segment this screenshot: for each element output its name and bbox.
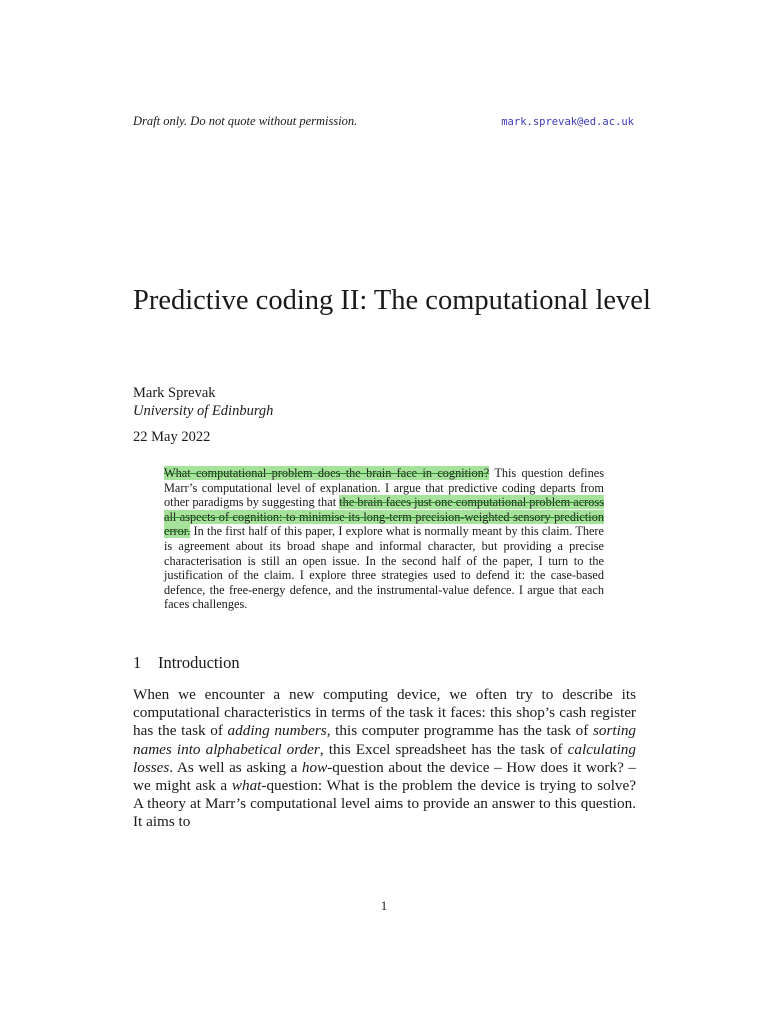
page-number: 1 xyxy=(380,899,388,913)
section-title: Introduction xyxy=(158,653,240,672)
body-emphasis: sorting names into alphabetical order xyxy=(133,722,637,758)
section-number: 1 xyxy=(133,653,142,672)
abstract-highlight-claim[interactable]: the brain faces just one computational problem across all aspects of cognition: to minimise its long-term precision-weighted sensory prediction error. xyxy=(164,495,604,539)
body-emphasis: how xyxy=(301,758,328,776)
section-heading xyxy=(133,653,240,673)
body-text: -question: What is the problem the device is trying to solve? A theory at Marr’s computational level aims to provide an answer to this question. It aims to xyxy=(133,777,637,831)
body-emphasis: what xyxy=(231,777,262,795)
paper-title: Predictive coding II: The computational level xyxy=(133,285,651,316)
body-text: -question about the device – How does it work? – we might ask a xyxy=(133,758,636,795)
abstract xyxy=(164,466,604,612)
body-paragraph xyxy=(133,686,636,832)
body-emphasis: calculating losses xyxy=(133,740,636,776)
body-text: , this computer programme has the task of xyxy=(326,722,593,740)
draft-notice: Draft only. Do not quote without permission. xyxy=(133,114,358,128)
paper-date: 22 May 2022 xyxy=(133,429,211,445)
body-text: . As well as asking a xyxy=(169,758,302,776)
abstract-highlight-question[interactable]: What computational problem does the brain face in cognition? xyxy=(164,466,490,480)
body-text: When we encounter a new computing device, we often try to describe its computational characteristics in terms of the task it faces: this shop’s cash register has the task of xyxy=(133,686,636,740)
abstract-text: This question defines Marr’s computational level of explanation. I argue that predictive coding departs from other paradigms by suggesting that xyxy=(164,466,604,510)
body-emphasis: adding numbers xyxy=(227,722,327,740)
author-email-link[interactable]: mark.sprevak@ed.ac.uk xyxy=(501,116,634,128)
abstract-text: In the first half of this paper, I explore what is normally meant by this claim. There is agreement about its broad shape and informal character, but providing a precise characterisation is still an open issue. In the second half of the paper, I turn to the justification of the claim. I explore three strategies used to defend it: the case-based defence, the free-energy defence, and the instrumental-value defence. I argue that each faces challenges. xyxy=(164,524,604,612)
body-text: , this Excel spreadsheet has the task of xyxy=(319,740,568,758)
author-name: Mark Sprevak xyxy=(133,385,216,401)
author-affiliation: University of Edinburgh xyxy=(133,403,274,419)
